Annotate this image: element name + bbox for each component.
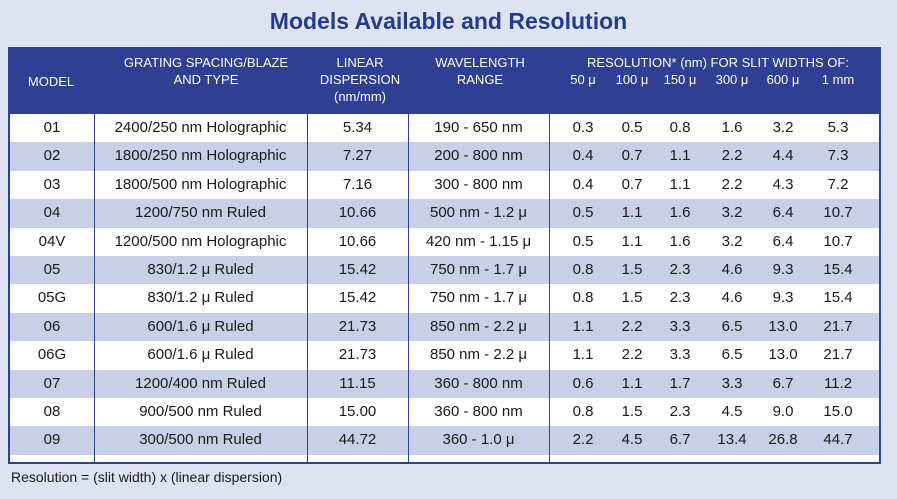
cell-resolution: 15.4 [823,261,853,278]
cell-grating: 1800/250 nm Holographic [114,147,287,165]
cell-model: 08 [43,403,61,420]
cell-dispersion: 15.42 [338,289,377,307]
cell-dispersion: 15.00 [338,403,377,420]
cell-model: 04V [38,232,66,250]
cell-resolution: 1.7 [669,374,691,392]
cell-resolution: 0.4 [572,147,594,165]
cell-range: 360 - 1.0 μ [442,431,515,449]
cell-resolution: 4.5 [721,403,743,420]
cell-resolution: 2.3 [669,289,691,307]
cell-model: 07 [43,374,61,392]
cell-range: 200 - 800 nm [434,147,523,165]
cell-resolution: 15.4 [823,289,853,307]
cell-resolution: 2.2 [621,346,643,364]
cell-resolution: 1.1 [621,374,643,392]
cell-dispersion: 5.34 [342,119,373,136]
cell-grating: 600/1.6 μ Ruled [147,317,254,335]
cell-model: 03 [43,175,61,193]
table-row [10,284,879,312]
cell-range: 420 nm - 1.15 μ [425,232,532,250]
cell-range: 850 nm - 2.2 μ [429,346,528,364]
cell-range: 190 - 650 nm [434,119,523,136]
header-wavelength-line1: WAVELENGTH [435,55,525,70]
cell-resolution: 1.1 [572,317,594,335]
header-grating-line1: GRATING SPACING/BLAZE [123,55,289,70]
cell-resolution: 1.1 [621,232,643,250]
cell-resolution: 13.4 [717,431,747,449]
header-grating-line2: AND TYPE [173,72,239,87]
cell-resolution: 7.3 [827,147,849,165]
cell-resolution: 2.2 [621,317,643,335]
cell-range: 500 nm - 1.2 μ [429,204,528,222]
cell-dispersion: 10.66 [338,232,377,250]
table-row [10,426,879,454]
column-divider [307,114,308,464]
footnote: Resolution = (slit width) x (linear dispersion) [11,469,283,485]
cell-model: 04 [43,204,61,222]
cell-model: 01 [43,119,61,136]
cell-resolution: 3.3 [721,374,743,392]
table-row [10,398,879,426]
cell-resolution: 0.8 [572,261,594,278]
header-linear-line3: (nm/mm) [334,89,386,104]
cell-resolution: 0.8 [572,403,594,420]
cell-resolution: 4.4 [772,147,794,165]
cell-resolution: 1.6 [669,204,691,222]
cell-range: 850 nm - 2.2 μ [429,317,528,335]
cell-dispersion: 44.72 [338,431,377,449]
cell-resolution: 4.6 [721,261,743,278]
cell-resolution: 0.7 [621,175,643,193]
table-row [10,142,879,170]
cell-model: 02 [43,147,61,165]
cell-resolution: 6.5 [721,346,743,364]
cell-resolution: 1.1 [669,147,691,165]
cell-model: 09 [43,431,61,449]
table-header [8,47,881,114]
cell-model: 06G [37,346,67,364]
cell-grating: 600/1.6 μ Ruled [147,346,254,364]
table-row [10,370,879,398]
cell-grating: 1800/500 nm Holographic [114,175,287,193]
cell-resolution: 4.6 [721,289,743,307]
cell-resolution: 4.5 [621,431,643,449]
cell-resolution: 1.1 [572,346,594,364]
cell-resolution: 2.2 [572,431,594,449]
cell-resolution: 26.8 [768,431,798,449]
cell-resolution: 13.0 [768,317,798,335]
cell-grating: 1200/500 nm Holographic [114,232,287,250]
cell-resolution: 10.7 [823,204,853,222]
cell-resolution: 15.0 [823,403,853,420]
cell-resolution: 0.5 [621,119,643,136]
cell-dispersion: 15.42 [338,261,377,278]
cell-resolution: 3.2 [721,204,743,222]
table-row [10,256,879,284]
cell-resolution: 2.2 [721,175,743,193]
cell-resolution: 1.1 [621,204,643,222]
cell-dispersion: 11.15 [339,374,376,392]
cell-resolution: 21.7 [823,346,853,364]
cell-resolution: 1.5 [621,403,643,420]
cell-resolution: 9.3 [772,289,794,307]
cell-resolution: 6.4 [772,204,794,222]
table-row [10,313,879,341]
cell-resolution: 2.3 [669,403,691,420]
cell-dispersion: 7.16 [342,175,373,193]
header-slit-600: 600 μ [766,72,800,87]
cell-grating: 1200/750 nm Ruled [135,204,266,222]
cell-resolution: 0.3 [572,119,594,136]
cell-resolution: 1.6 [669,232,691,250]
cell-dispersion: 7.27 [342,147,373,165]
cell-range: 300 - 800 nm [434,175,523,193]
cell-model: 05 [43,261,61,278]
header-linear-line1: LINEAR [336,55,384,70]
cell-resolution: 0.5 [572,232,594,250]
cell-grating: 1200/400 nm Ruled [135,374,266,392]
cell-resolution: 3.2 [772,119,794,136]
cell-resolution: 2.3 [669,261,691,278]
cell-resolution: 21.7 [823,317,853,335]
header-resolution: RESOLUTION* (nm) FOR SLIT WIDTHS OF: [587,55,849,70]
cell-resolution: 0.6 [572,374,594,392]
cell-resolution: 4.3 [772,175,794,193]
cell-resolution: 6.7 [669,431,691,449]
cell-grating: 300/500 nm Ruled [139,431,262,449]
column-divider [408,114,409,464]
cell-resolution: 7.2 [827,175,849,193]
header-slit-150: 150 μ [663,72,697,87]
cell-resolution: 10.7 [823,232,853,250]
cell-range: 750 nm - 1.7 μ [429,261,528,278]
cell-resolution: 9.0 [772,403,794,420]
header-wavelength-line2: RANGE [456,72,504,87]
table-row [10,171,879,199]
cell-resolution: 6.4 [772,232,794,250]
cell-resolution: 6.7 [772,374,794,392]
column-divider [94,114,95,464]
cell-resolution: 0.4 [572,175,594,193]
cell-resolution: 0.7 [621,147,643,165]
header-linear-line2: DISPERSION [319,72,401,87]
cell-dispersion: 21.73 [338,346,377,364]
cell-dispersion: 21.73 [338,317,377,335]
cell-range: 360 - 800 nm [434,374,523,392]
cell-range: 750 nm - 1.7 μ [429,289,528,307]
cell-grating: 2400/250 nm Holographic [114,119,287,136]
cell-resolution: 1.5 [621,261,643,278]
header-slit-1mm: 1 mm [821,72,855,87]
cell-grating: 830/1.2 μ Ruled [147,261,254,278]
cell-resolution: 3.3 [669,346,691,364]
cell-resolution: 1.5 [621,289,643,307]
column-divider [549,114,550,464]
cell-range: 360 - 800 nm [434,403,523,420]
cell-grating: 830/1.2 μ Ruled [147,289,254,307]
table-row [10,341,879,369]
cell-model: 05G [37,289,67,307]
header-slit-300: 300 μ [715,72,749,87]
table-row [10,228,879,256]
cell-resolution: 5.3 [827,119,849,136]
cell-resolution: 44.7 [823,431,853,449]
table-row [10,199,879,227]
cell-dispersion: 10.66 [338,204,377,222]
table-row [10,114,879,142]
header-slit-50: 50 μ [570,72,596,87]
header-model: MODEL [27,74,75,89]
cell-resolution: 2.2 [721,147,743,165]
cell-resolution: 6.5 [721,317,743,335]
cell-resolution: 3.3 [669,317,691,335]
cell-model: 06 [43,317,61,335]
cell-resolution: 0.8 [669,119,691,136]
cell-resolution: 0.8 [572,289,594,307]
cell-resolution: 13.0 [768,346,798,364]
cell-resolution: 1.6 [721,119,743,136]
cell-resolution: 3.2 [721,232,743,250]
header-slit-100: 100 μ [615,72,649,87]
cell-resolution: 11.2 [823,374,853,392]
cell-grating: 900/500 nm Ruled [139,403,262,420]
page-title: Models Available and Resolution [269,8,628,34]
cell-resolution: 0.5 [572,204,594,222]
cell-resolution: 1.1 [669,175,691,193]
cell-resolution: 9.3 [772,261,794,278]
